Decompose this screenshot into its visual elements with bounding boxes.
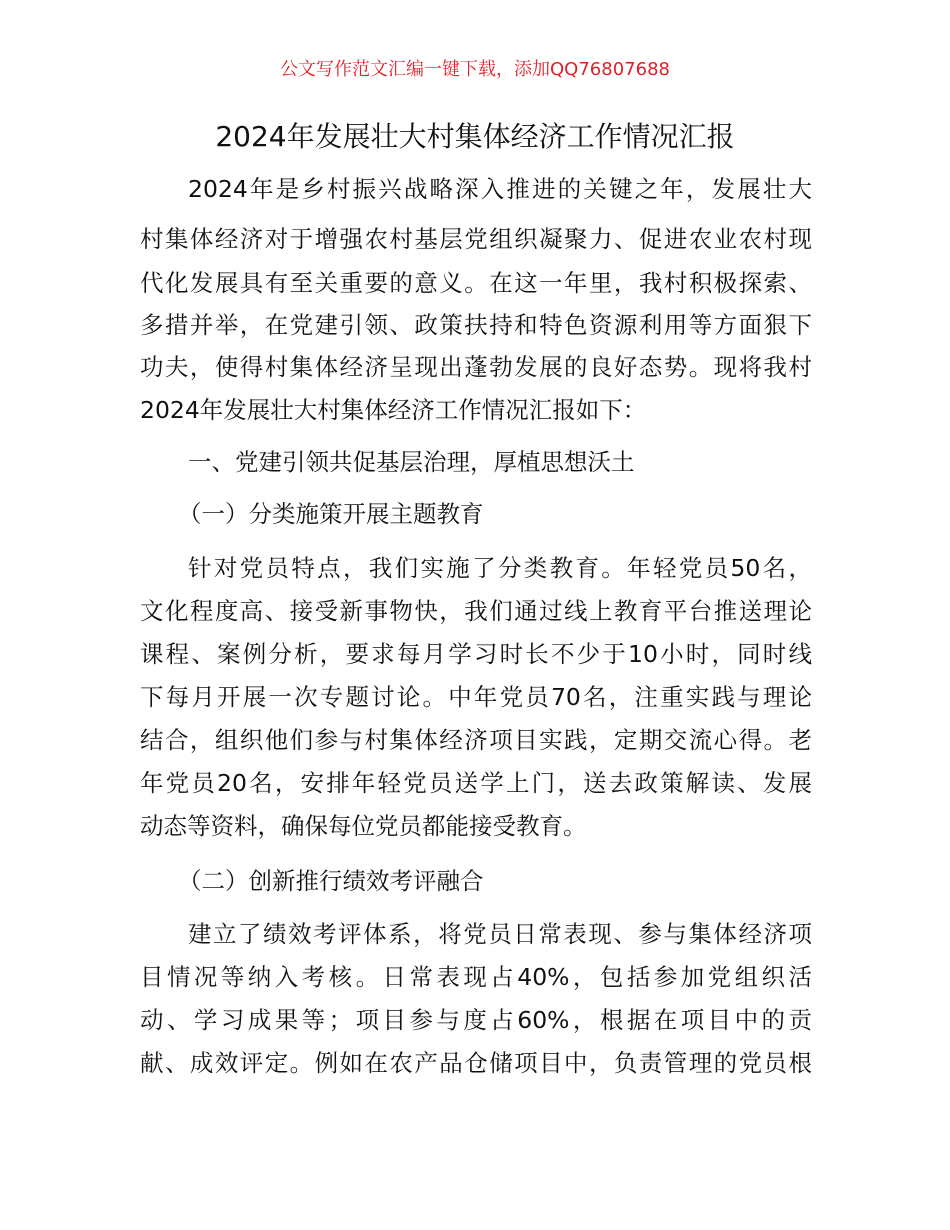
paragraph-line: 目情况等纳入考核。日常表现占40%，包括参加党组织活 — [140, 963, 812, 991]
paragraph-line: 村集体经济对于增强农村基层党组织凝聚力、促进农业农村现 — [140, 225, 812, 253]
paragraph-line: 功夫，使得村集体经济呈现出蓬勃发展的良好态势。现将我村 — [140, 353, 812, 381]
section-heading: 一、党建引领共促基层治理，厚植思想沃土 — [188, 448, 635, 476]
paragraph-line: 代化发展具有至关重要的意义。在这一年里，我村积极探索、 — [140, 269, 812, 297]
subsection-heading: （二）创新推行绩效考评融合 — [178, 867, 484, 895]
paragraph-line: 动、学习成果等；项目参与度占60%，根据在项目中的贡 — [140, 1006, 812, 1034]
paragraph-line: 2024年是乡村振兴战略深入推进的关键之年，发展壮大 — [188, 175, 812, 203]
document-title: 2024年发展壮大村集体经济工作情况汇报 — [215, 120, 735, 153]
paragraph-line: 多措并举，在党建引领、政策扶持和特色资源利用等方面狠下 — [140, 311, 812, 339]
paragraph-line: 课程、案例分析，要求每月学习时长不少于10小时，同时线 — [140, 640, 812, 668]
paragraph-line: 结合，组织他们参与村集体经济项目实践，定期交流心得。老 — [140, 726, 812, 754]
paragraph-line: 建立了绩效考评体系，将党员日常表现、参与集体经济项 — [188, 920, 812, 948]
download-banner: 公文写作范文汇编一键下载，添加QQ76807688 — [280, 59, 670, 80]
paragraph-line: 下每月开展一次专题讨论。中年党员70名，注重实践与理论 — [140, 683, 812, 711]
paragraph-line: 年党员20名，安排年轻党员送学上门，送去政策解读、发展 — [140, 769, 812, 797]
paragraph-line: 动态等资料，确保每位党员都能接受教育。 — [140, 812, 587, 840]
paragraph-line: 文化程度高、接受新事物快，我们通过线上教育平台推送理论 — [140, 597, 812, 625]
paragraph-line: 2024年发展壮大村集体经济工作情况汇报如下： — [140, 396, 647, 424]
paragraph-line: 针对党员特点，我们实施了分类教育。年轻党员50名， — [188, 554, 812, 582]
subsection-heading: （一）分类施策开展主题教育 — [178, 500, 484, 528]
paragraph-line: 献、成效评定。例如在农产品仓储项目中，负责管理的党员根 — [140, 1049, 812, 1077]
